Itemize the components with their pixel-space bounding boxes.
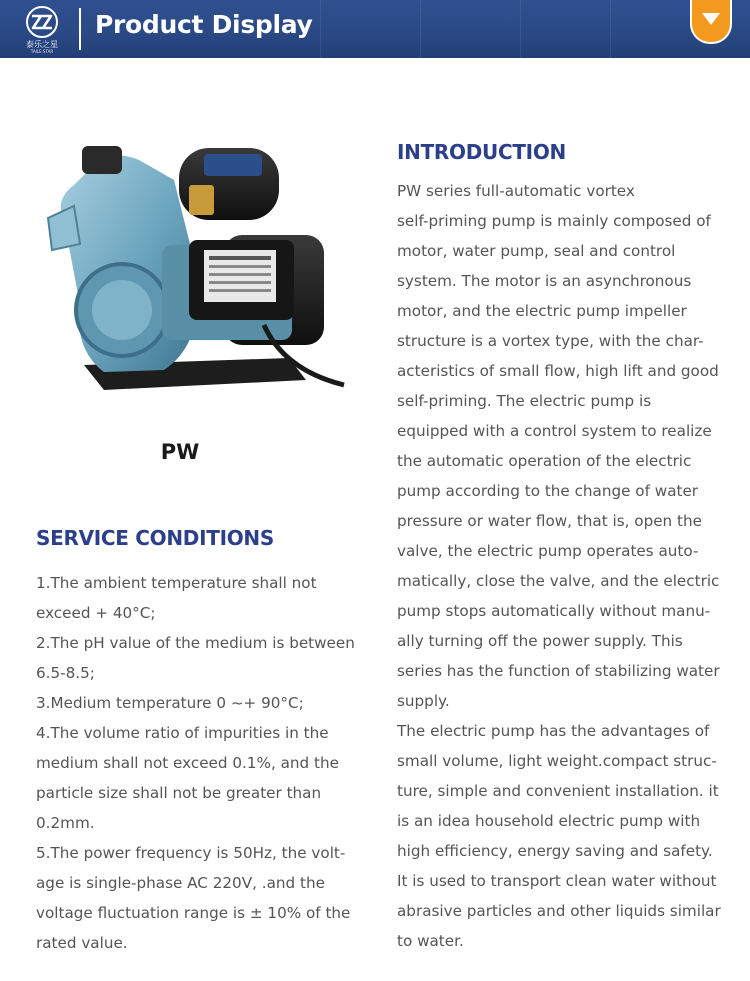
introduction-line: structure is a vortex type, with the char- — [397, 332, 704, 350]
introduction-line: abrasive particles and other liquids similar — [397, 902, 721, 920]
header-divider — [79, 8, 81, 50]
service-condition-line: 0.2mm. — [36, 814, 95, 832]
introduction-line: ally turning off the power supply. This — [397, 632, 683, 650]
logo-sub: TAILE STAR — [30, 49, 54, 54]
service-condition-line: 5.The power frequency is 50Hz, the volt- — [36, 844, 346, 862]
introduction-text — [397, 176, 742, 956]
service-condition-line: voltage fluctuation range is ± 10% of the — [36, 904, 351, 922]
pump-product-image — [44, 140, 349, 415]
introduction-line: equipped with a control system to realize — [397, 422, 712, 440]
introduction-heading: INTRODUCTION — [397, 140, 566, 164]
service-condition-line: medium shall not exceed 0.1%, and the — [36, 754, 339, 772]
menu-dropdown-button[interactable] — [690, 0, 732, 44]
introduction-line: system. The motor is an asynchronous — [397, 272, 692, 290]
introduction-line: series has the function of stabilizing water — [397, 662, 720, 680]
introduction-line: supply. — [397, 692, 450, 710]
introduction-line: PW series full-automatic vortex — [397, 182, 635, 200]
service-condition-line: exceed + 40°C; — [36, 604, 156, 622]
service-condition-line: 1.The ambient temperature shall not — [36, 574, 317, 592]
introduction-line: pump stops automatically without manu- — [397, 602, 711, 620]
introduction-line: pressure or water flow, that is, open the — [397, 512, 702, 530]
introduction-line: small volume, light weight.compact struc- — [397, 752, 717, 770]
introduction-line: self-priming. The electric pump is — [397, 392, 652, 410]
introduction-line: is an idea household electric pump with — [397, 812, 701, 830]
page-title: Product Display — [95, 10, 313, 39]
introduction-line: high efficiency, energy saving and safety. — [397, 842, 713, 860]
introduction-line: to water. — [397, 932, 464, 950]
product-model-label: PW — [160, 440, 200, 464]
introduction-line: valve, the electric pump operates auto- — [397, 542, 699, 560]
service-condition-line: particle size shall not be greater than — [36, 784, 322, 802]
service-conditions-text — [36, 568, 381, 958]
service-conditions-heading: SERVICE CONDITIONS — [36, 526, 274, 550]
brand-logo[interactable] — [14, 5, 70, 55]
service-condition-line: 3.Medium temperature 0 ~+ 90°C; — [36, 694, 304, 712]
logo-mark-icon — [14, 5, 70, 39]
service-condition-line: 2.The pH value of the medium is between — [36, 634, 355, 652]
service-condition-line: 4.The volume ratio of impurities in the — [36, 724, 329, 742]
introduction-line: acteristics of small flow, high lift and good — [397, 362, 719, 380]
introduction-line: the automatic operation of the electric — [397, 452, 692, 470]
introduction-line: matically, close the valve, and the electric — [397, 572, 720, 590]
introduction-line: self-priming pump is mainly composed of — [397, 212, 711, 230]
introduction-line: The electric pump has the advantages of — [397, 722, 710, 740]
header-banner — [0, 0, 750, 58]
introduction-line: motor, and the electric pump impeller — [397, 302, 687, 320]
service-condition-line: 6.5-8.5; — [36, 664, 95, 682]
logo-name: 泰乐之星 — [26, 40, 58, 49]
introduction-line: motor, water pump, seal and control — [397, 242, 676, 260]
service-condition-line: age is single-phase AC 220V, .and the — [36, 874, 325, 892]
chevron-down-icon — [701, 12, 721, 26]
introduction-line: pump according to the change of water — [397, 482, 699, 500]
introduction-line: It is used to transport clean water without — [397, 872, 717, 890]
service-condition-line: rated value. — [36, 934, 128, 952]
introduction-line: ture, simple and convenient installation. it — [397, 782, 719, 800]
